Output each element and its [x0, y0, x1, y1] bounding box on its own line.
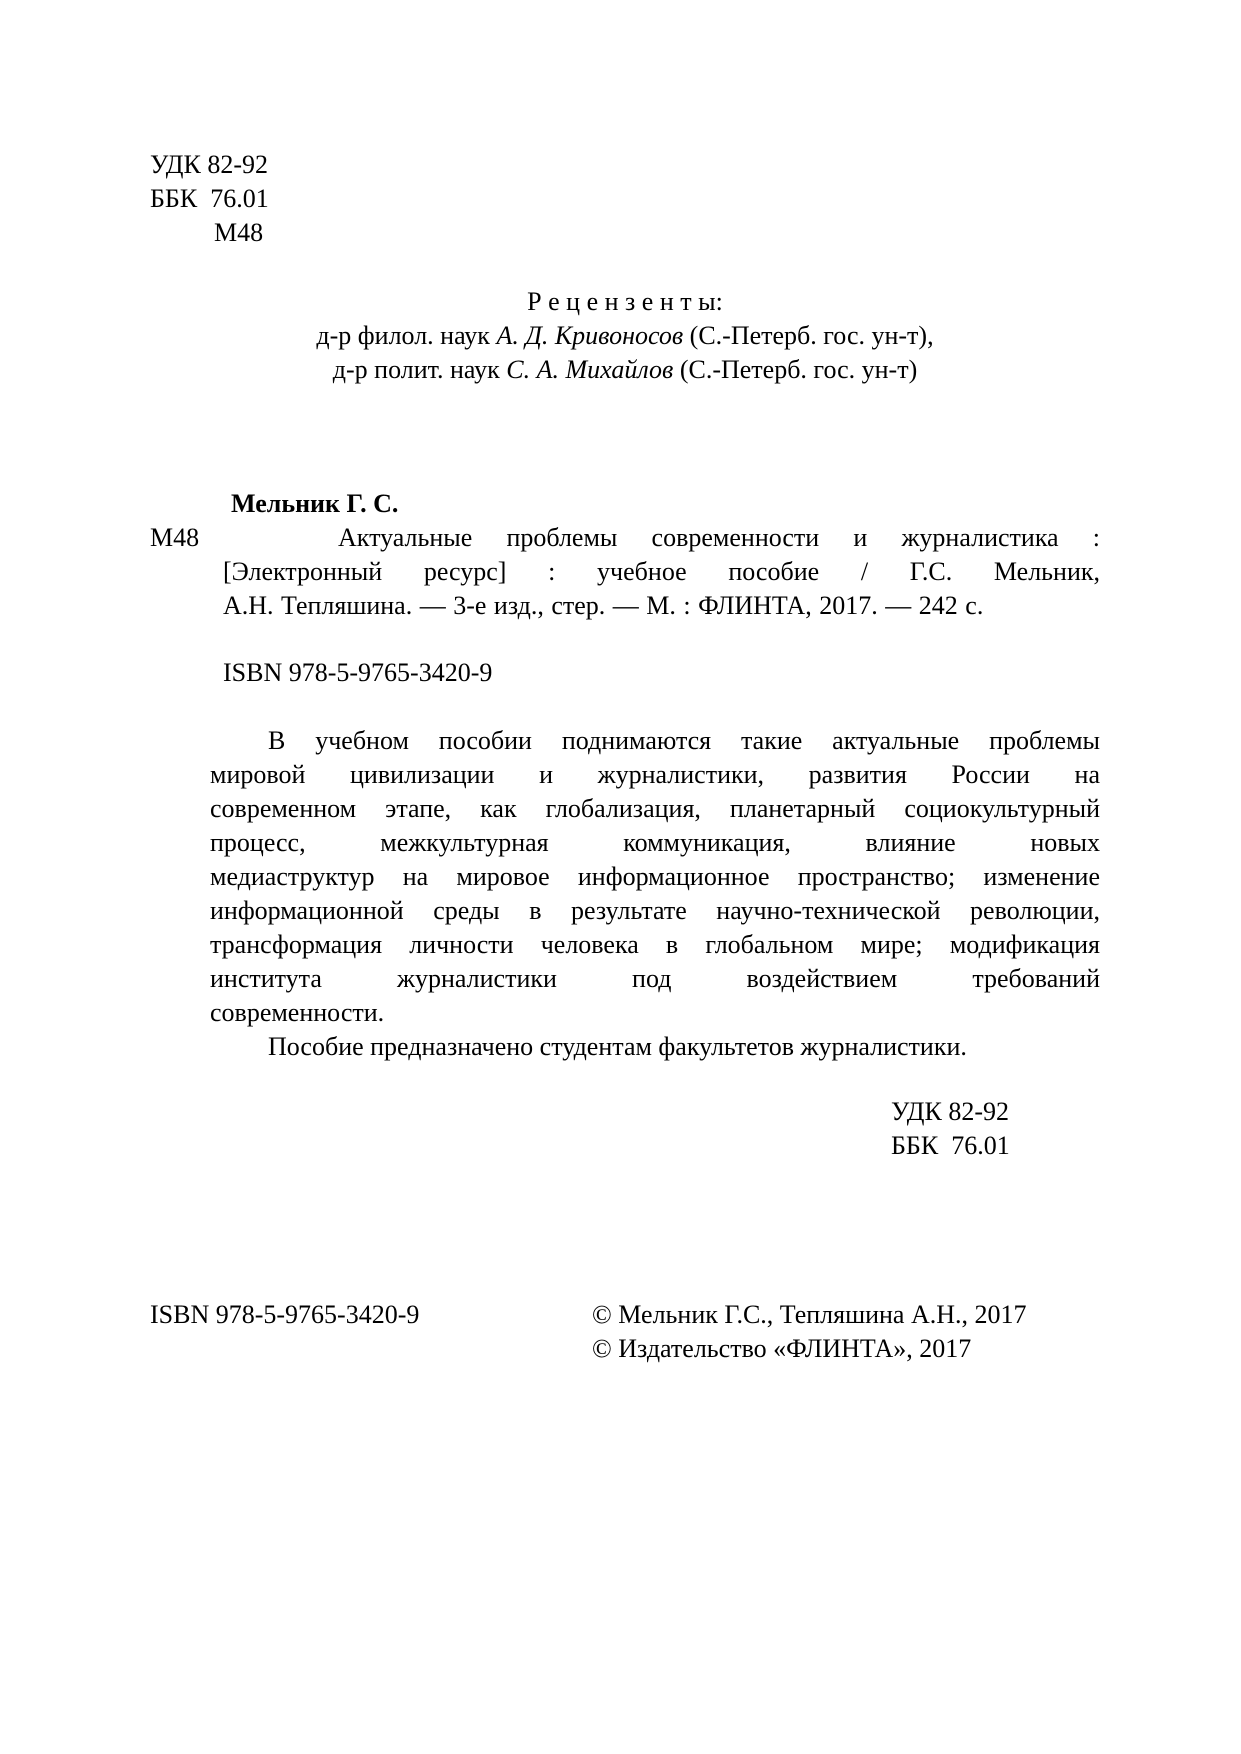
abstract-line: процесс, межкультурная коммуникация, влияние новых	[210, 828, 1100, 857]
reviewer-1	[150, 319, 1100, 353]
bbk-code: ББК 76.01	[150, 184, 269, 213]
reviewer-affiliation: (С.-Петерб. гос. ун-т),	[683, 321, 934, 350]
udk-code: УДК 82-92	[891, 1097, 1010, 1126]
bib-line: А.Н. Тепляшина. — 3-е изд., стер. — М. : ФЛИНТА, 2017. — 242 с.	[223, 591, 984, 620]
copyright-authors: © Мельник Г.С., Тепляшина А.Н., 2017	[592, 1300, 1027, 1329]
abstract-line: информационной среды в результате научно-технической революции,	[210, 896, 1100, 925]
reviewer-affiliation: (С.-Петерб. гос. ун-т)	[673, 355, 918, 384]
bib-mark: М48	[150, 523, 200, 552]
reviewer-degree: д-р филол. наук	[316, 321, 497, 350]
abstract-line: мировой цивилизации и журналистики, развития России на	[210, 760, 1100, 789]
bib-line: [Электронный ресурс] : учебное пособие / Г.С. Мельник,	[223, 557, 1100, 586]
abstract-audience: Пособие предназначено студентам факультетов журналистики.	[268, 1032, 967, 1061]
header-codes	[150, 148, 269, 250]
abstract	[210, 724, 1100, 1064]
abstract-line: В учебном пособии поднимаются такие актуальные проблемы	[268, 726, 1100, 755]
bibliographic-record	[223, 521, 1100, 623]
bib-line: Актуальные проблемы современности и журналистика :	[338, 523, 1100, 552]
copyright-block	[592, 1298, 1027, 1366]
abstract-line: медиаструктур на мировое информационное пространство; изменение	[210, 862, 1100, 891]
reviewers-title: Р е ц е н з е н т ы:	[527, 287, 723, 316]
copyright-publisher: © Издательство «ФЛИНТА», 2017	[592, 1334, 972, 1363]
reviewer-degree: д-р полит. наук	[332, 355, 507, 384]
isbn: ISBN 978-5-9765-3420-9	[223, 658, 493, 687]
reviewers-block	[150, 285, 1241, 387]
reviewer-2	[150, 353, 1100, 387]
abstract-line: современности.	[210, 998, 385, 1027]
author-heading: Мельник Г. С.	[231, 489, 399, 518]
reviewer-name: А. Д. Кривоносов	[496, 321, 684, 350]
footer-isbn: ISBN 978-5-9765-3420-9	[150, 1300, 420, 1329]
abstract-line: современном этапе, как глобализация, планетарный социокультурный	[210, 794, 1100, 823]
abstract-line: института журналистики под воздействием требований	[210, 964, 1100, 993]
abstract-line: трансформация личности человека в глобальном мире; модификация	[210, 930, 1100, 959]
reviewer-name: С. А. Михайлов	[506, 355, 674, 384]
author-mark: М48	[214, 218, 264, 247]
classification-codes	[891, 1095, 1010, 1163]
bbk-code: ББК 76.01	[891, 1131, 1010, 1160]
udk-code: УДК 82-92	[150, 150, 269, 179]
